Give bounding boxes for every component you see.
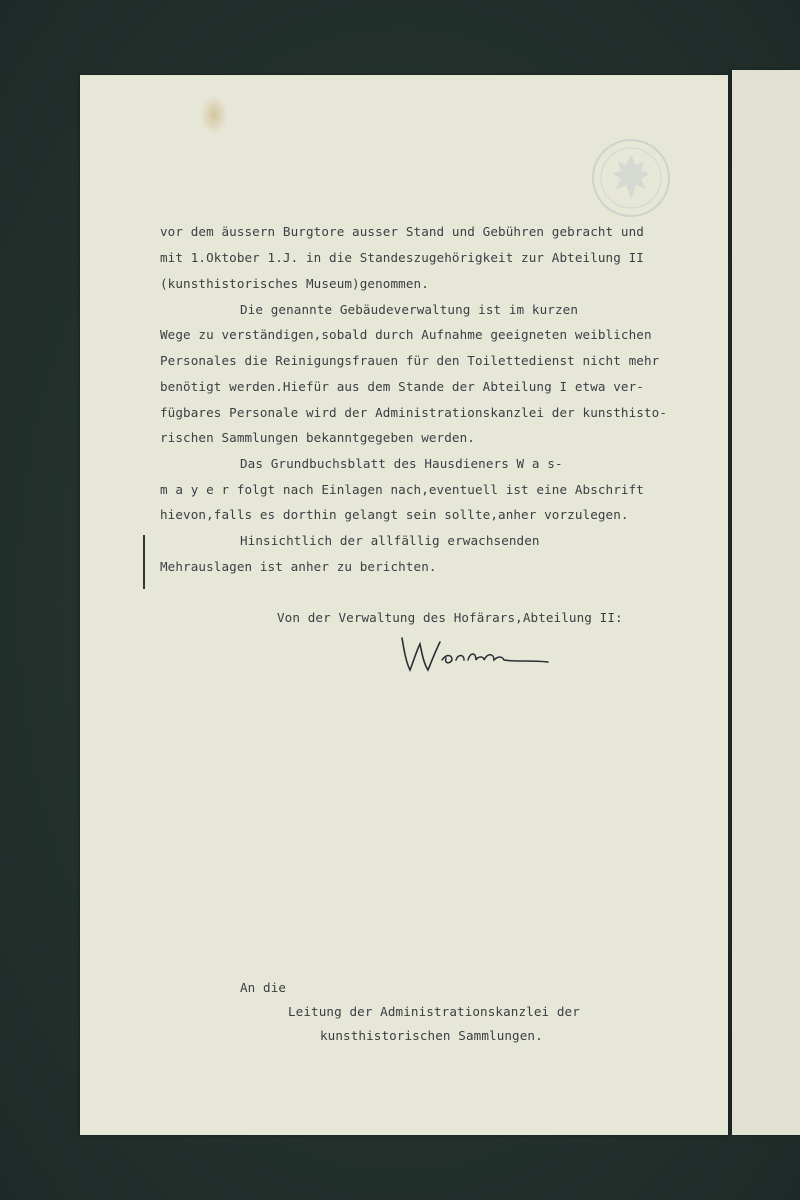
- body-line: vor dem äussern Burgtore ausser Stand und Gebühren gebracht und: [160, 224, 644, 239]
- address-salutation: An die: [240, 980, 287, 995]
- closing-line: Von der Verwaltung des Hofärars,Abteilung II:: [277, 610, 623, 625]
- body-line: Die genannte Gebäudeverwaltung ist im kurzen: [240, 302, 579, 317]
- body-line: (kunsthistorisches Museum)genommen.: [160, 276, 429, 291]
- body-line: rischen Sammlungen bekanntgegeben werden.: [160, 430, 475, 445]
- body-line: Mehrauslagen ist anher zu berichten.: [160, 559, 437, 574]
- margin-mark: [143, 535, 145, 589]
- body-line: benötigt werden.Hiefür aus dem Stande der Abteilung I etwa ver-: [160, 379, 644, 394]
- address-recipient-continued: kunsthistorischen Sammlungen.: [320, 1028, 543, 1043]
- body-line: fügbares Personale wird der Administrationskanzlei der kunsthisto-: [160, 405, 668, 420]
- letter-page: [80, 75, 728, 1135]
- adjacent-page-edge: [732, 70, 800, 1135]
- body-line: hievon,falls es dorthin gelangt sein sollte,anher vorzulegen.: [160, 507, 629, 522]
- body-line: Wege zu verständigen,sobald durch Aufnahme geeigneten weiblichen: [160, 327, 652, 342]
- embossed-seal-icon: [590, 137, 672, 219]
- body-line: Hinsichtlich der allfällig erwachsenden: [240, 533, 540, 548]
- body-line: mit 1.Oktober 1.J. in die Standeszugehörigkeit zur Abteilung II: [160, 250, 644, 265]
- address-recipient: Leitung der Administrationskanzlei der: [288, 1004, 580, 1019]
- body-line: Personales die Reinigungsfrauen für den Toilettedienst nicht mehr: [160, 353, 660, 368]
- body-line: Das Grundbuchsblatt des Hausdieners W a s-: [240, 456, 563, 471]
- body-line: m a y e r folgt nach Einlagen nach,eventuell ist eine Abschrift: [160, 482, 644, 497]
- handwritten-signature: [398, 630, 558, 680]
- paper-stain: [200, 95, 228, 135]
